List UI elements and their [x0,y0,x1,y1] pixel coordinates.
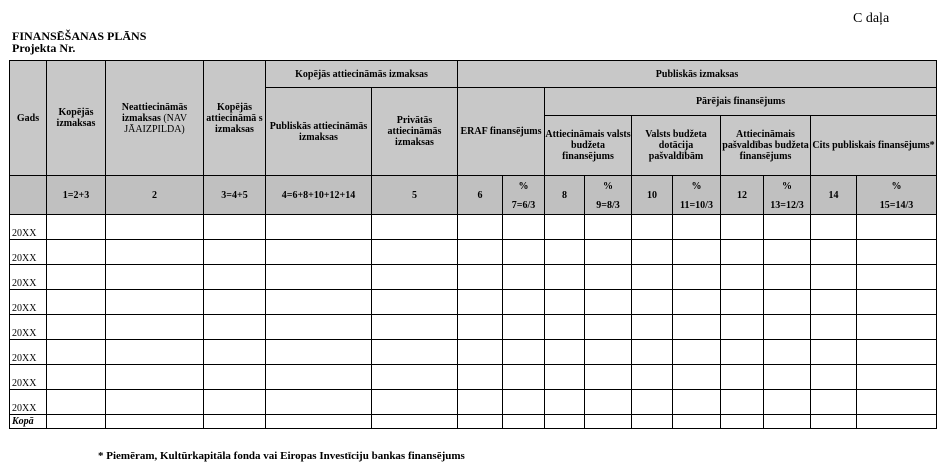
percent-label: % [782,181,792,192]
formula-label: 13=12/3 [770,200,804,211]
code-col-6: 6 [458,176,503,215]
table-row [10,390,937,415]
header-non-eligible-costs [106,61,204,176]
formula-label: 11=10/3 [680,200,713,211]
row-year-cell: 20XX [10,215,47,240]
row-year-cell: 20XX [10,315,47,340]
code-col-10: 10 [632,176,673,215]
total-row [10,415,937,429]
header-other-financing: Pārējais finansējums [545,88,937,116]
header-non-eligible-note: (NAV JĀAIZPILDA) [124,112,188,135]
code-col-15 [857,176,937,215]
table-row [10,265,937,290]
table-row [10,340,937,365]
header-eligible-total: Kopējās attiecināmā s izmaksas [204,61,266,176]
total-label: Kopā [10,415,47,429]
formula-label: 9=8/3 [596,200,620,211]
header-eligible-group: Kopējās attiecināmās izmaksas [266,61,458,88]
table-row [10,290,937,315]
row-year-cell: 20XX [10,265,47,290]
code-col-7 [503,176,545,215]
code-cell-year [10,176,47,215]
percent-label: % [891,181,902,192]
header-erdf: ERAF finansējums [458,88,545,176]
part-label: C daļa [853,11,890,26]
header-public-group: Publiskās izmaksas [458,61,937,88]
percent-label: % [691,181,702,192]
header-year: Gads [10,61,47,176]
table-row [10,240,937,265]
percent-label: % [518,181,529,192]
row-year-cell: 20XX [10,240,47,265]
header-row-1 [10,61,937,88]
row-year-cell: 20XX [10,290,47,315]
code-col-4: 4=6+8+10+12+14 [266,176,372,215]
footnote: * Piemēram, Kultūrkapitāla fonda vai Eiropas Investīciju bankas finansējums [98,450,465,462]
formula-label: 7=6/3 [511,200,536,211]
document-title-block [12,30,146,54]
row-year-cell: 20XX [10,340,47,365]
code-col-8: 8 [545,176,585,215]
project-number-label: Projekta Nr. [12,41,76,55]
header-municipal-budget: Attiecināmais pašvaldības budžeta finansējums [721,116,811,176]
table-row [10,315,937,340]
header-private-eligible: Privātās attiecināmās izmaksas [372,88,458,176]
document-title: FINANSĒŠANAS PLĀNS [12,29,147,43]
code-col-12: 12 [721,176,764,215]
code-col-13 [764,176,811,215]
row-year-cell: 20XX [10,365,47,390]
code-col-1: 1=2+3 [47,176,106,215]
code-col-11 [673,176,721,215]
code-col-9 [585,176,632,215]
financing-plan-table [9,60,937,429]
code-col-3: 3=4+5 [204,176,266,215]
formula-label: 15=14/3 [879,200,914,211]
code-col-2: 2 [106,176,204,215]
table-row [10,215,937,240]
header-state-budget: Attiecināmais valsts budžeta finansējums [545,116,632,176]
percent-label: % [603,181,613,192]
column-code-row [10,176,937,215]
code-col-14: 14 [811,176,857,215]
row-year-cell: 20XX [10,390,47,415]
header-non-eligible-label: Neattiecināmās izmaksas [121,101,188,124]
header-other-public: Cits publiskais finansējums* [811,116,937,176]
header-total-costs: Kopējās izmaksas [47,61,106,176]
header-public-eligible: Publiskās attiecināmās izmaksas [266,88,372,176]
code-col-5: 5 [372,176,458,215]
header-state-grant: Valsts budžeta dotācija pašvaldībām [632,116,721,176]
table-row [10,365,937,390]
